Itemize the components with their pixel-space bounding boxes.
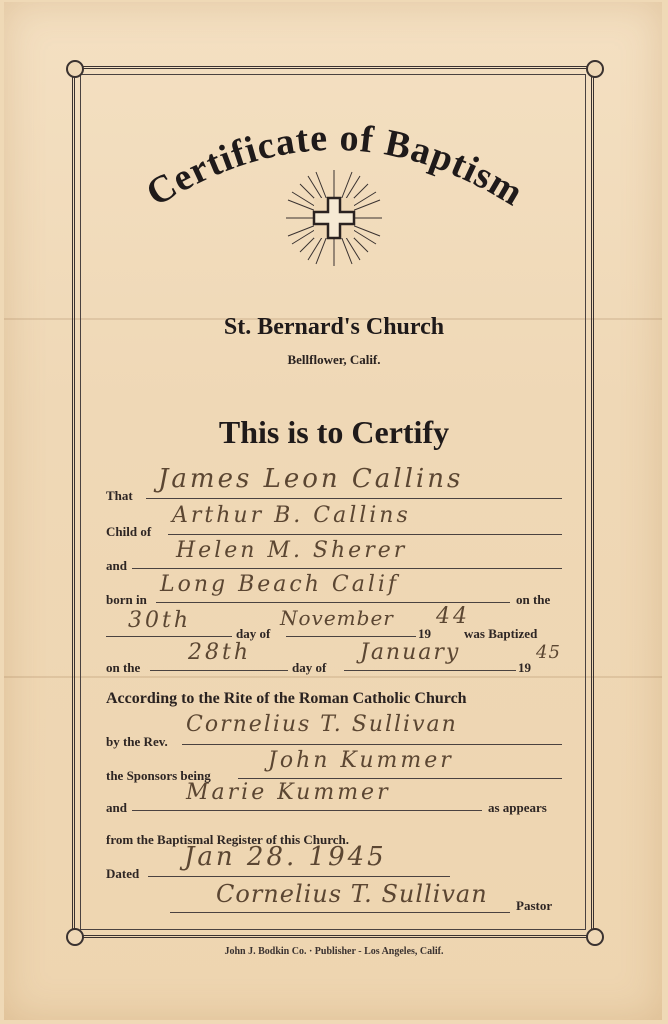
by-the-rev-label: by the Rev. bbox=[106, 734, 168, 749]
child-of-label: Child of bbox=[106, 524, 152, 539]
dated-handwritten: Jan 28. 1945 bbox=[184, 842, 387, 872]
church-name: St. Bernard's Church bbox=[223, 314, 445, 340]
day-of-label: day of bbox=[236, 626, 271, 641]
border-corner-ornament bbox=[586, 60, 604, 78]
as-appears-label: as appears bbox=[488, 800, 547, 815]
certify-heading: This is to Certify bbox=[218, 414, 450, 450]
pastor-signature: Cornelius T. Sullivan bbox=[216, 880, 488, 908]
birth-day-handwritten: 30th bbox=[128, 608, 192, 633]
birth-year-handwritten: 44 bbox=[436, 604, 470, 629]
was-baptized-label: was Baptized bbox=[464, 626, 538, 641]
baptism-month-handwritten: January bbox=[360, 640, 461, 665]
and-label: and bbox=[106, 800, 127, 815]
rite-text: According to the Rite of the Roman Catholic Church bbox=[106, 690, 467, 707]
that-label: That bbox=[106, 488, 133, 503]
birth-day-line bbox=[106, 636, 232, 637]
name-handwritten: James Leon Callins bbox=[158, 464, 464, 494]
year-prefix: 19 bbox=[418, 626, 431, 641]
mother-line bbox=[132, 568, 562, 569]
father-handwritten: Arthur B. Callins bbox=[172, 503, 411, 528]
sunburst-cross-icon bbox=[284, 168, 384, 268]
on-the-label: on the bbox=[106, 660, 141, 675]
baptism-year-handwritten: 45 bbox=[536, 642, 561, 663]
father-line bbox=[168, 534, 562, 535]
on-the-label: on the bbox=[516, 592, 551, 607]
baptism-day-handwritten: 28th bbox=[188, 640, 252, 665]
born-in-label: born in bbox=[106, 592, 147, 607]
priest-handwritten: Cornelius T. Sullivan bbox=[186, 712, 458, 737]
day-of-label: day of bbox=[292, 660, 327, 675]
birthplace-handwritten: Long Beach Calif bbox=[160, 572, 400, 597]
and-label: and bbox=[106, 558, 127, 573]
mother-handwritten: Helen M. Sherer bbox=[176, 538, 408, 563]
register-text: from the Baptismal Register of this Church. bbox=[106, 832, 350, 847]
sponsor1-handwritten: John Kummer bbox=[268, 748, 454, 773]
dated-label: Dated bbox=[106, 866, 140, 881]
sponsor2-handwritten: Marie Kummer bbox=[186, 780, 391, 805]
pastor-label: Pastor bbox=[516, 898, 553, 913]
year-prefix: 19 bbox=[518, 660, 531, 675]
border-corner-ornament bbox=[66, 928, 84, 946]
svg-text:Certificate of Baptism: Certificate of Baptism bbox=[139, 116, 531, 215]
sponsor1-line bbox=[238, 778, 562, 779]
sponsor2-line bbox=[132, 810, 482, 811]
border-corner-ornament bbox=[586, 928, 604, 946]
priest-line bbox=[182, 744, 562, 745]
publisher-text: John J. Bodkin Co. · Publisher - Los Angeles, Calif. bbox=[224, 946, 444, 957]
birth-month-handwritten: November bbox=[280, 606, 394, 630]
baptism-day-line bbox=[150, 670, 288, 671]
baptism-month-line bbox=[344, 670, 516, 671]
dated-line bbox=[148, 876, 450, 877]
birth-month-line bbox=[286, 636, 416, 637]
signature-line bbox=[170, 912, 510, 913]
border-corner-ornament bbox=[66, 60, 84, 78]
sponsors-label: the Sponsors being bbox=[106, 768, 211, 783]
birthplace-line bbox=[156, 602, 510, 603]
church-location: Bellflower, Calif. bbox=[287, 352, 381, 367]
name-line bbox=[146, 498, 562, 499]
